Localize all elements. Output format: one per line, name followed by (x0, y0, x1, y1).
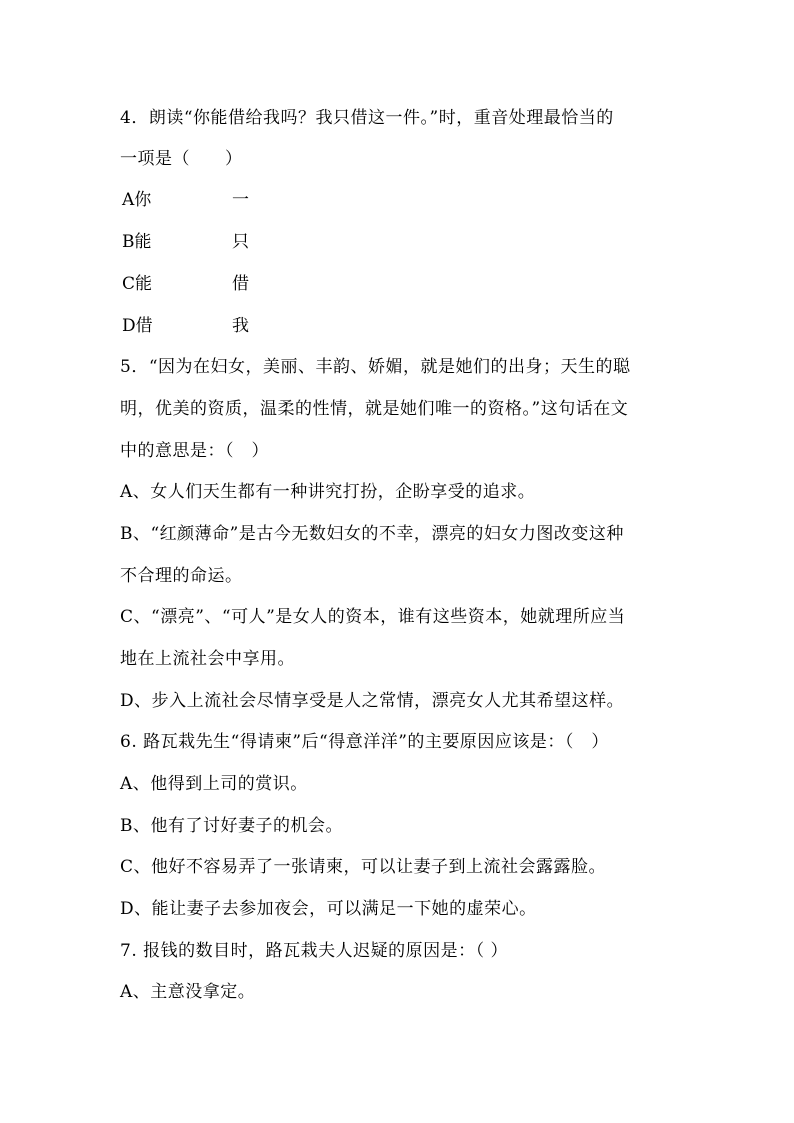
q6-option-b: B、他有了讨好妻子的机会。 (120, 816, 343, 836)
q5-option-c-line2: 地在上流社会中享用。 (120, 649, 295, 669)
q4-option-b-value: 只 (232, 232, 249, 252)
q4-option-a (122, 190, 249, 210)
q4-option-a-label: A你 (122, 190, 152, 210)
q4-option-b-label: B能 (122, 232, 152, 252)
q5-option-b-line1: B、“红颜薄命”是古今无数妇女的不幸，漂亮的妇女力图改变这种 (120, 524, 624, 544)
q5-option-a: A、女人们天生都有一种讲究打扮，企盼享受的追求。 (120, 482, 536, 502)
q5-option-b-line2: 不合理的命运。 (120, 566, 243, 586)
q5-stem-line1: 5．“因为在妇女，美丽、丰韵、娇媚，就是她们的出身；天生的聪 (120, 357, 631, 377)
q4-option-c (122, 274, 249, 294)
q6-option-a: A、他得到上司的赏识。 (120, 774, 308, 794)
q5-option-d: D、步入上流社会尽情享受是人之常情，漂亮女人尤其希望这样。 (120, 691, 625, 711)
q4-option-c-value: 借 (232, 274, 249, 294)
q4-stem-line1: 4．朗读“你能借给我吗？我只借这一件。”时，重音处理最恰当的 (120, 108, 614, 128)
q4-option-d-label: D借 (122, 316, 153, 336)
q5-stem-line3: 中的意思是：（ ） (120, 441, 269, 461)
q4-stem-line2: 一项是（ ） (120, 149, 243, 169)
q5-stem-line2: 明，优美的资质，温柔的性情，就是她们唯一的资格。”这句话在文 (120, 399, 629, 419)
q4-option-c-label: C能 (122, 274, 153, 294)
q7-stem: 7. 报钱的数目时，路瓦栽夫人迟疑的原因是：（ ） (120, 941, 509, 961)
q4-option-d-value: 我 (232, 316, 249, 336)
q4-option-a-value: 一 (232, 190, 249, 210)
q5-option-c-line1: C、“漂亮”、“可人”是女人的资本，谁有这些资本，她就理所应当 (120, 607, 626, 627)
q7-option-a: A、主意没拿定。 (120, 982, 256, 1002)
q6-option-c: C、他好不容易弄了一张请柬，可以让妻子到上流社会露露脸。 (120, 857, 607, 877)
q4-option-b (122, 232, 249, 252)
q4-option-d (122, 316, 249, 336)
q6-option-d: D、能让妻子去参加夜会，可以满足一下她的虚荣心。 (120, 899, 537, 919)
q6-stem: 6. 路瓦栽先生“得请柬”后“得意洋洋”的主要原因应该是：（ ） (120, 732, 609, 752)
